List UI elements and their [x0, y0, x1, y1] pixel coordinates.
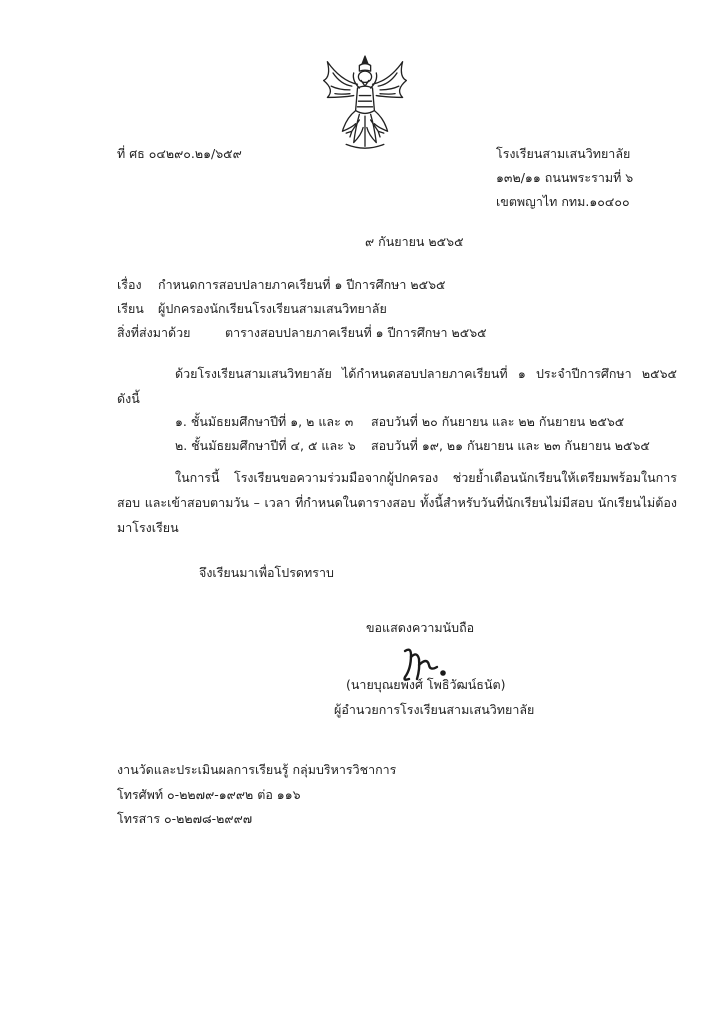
salutation: ขอแสดงความนับถือ [366, 620, 475, 635]
exam-item-1-dates: สอบวันที่ ๒๐ กันยายน และ ๒๒ กันยายน ๒๕๖๕ [371, 414, 625, 429]
signer-name: (นายบุณยพงศ์ โพธิวัฒน์ธนัต) [346, 677, 506, 692]
sender-address-line1: ๑๓๒/๑๑ ถนนพระรามที่ ๖ [496, 170, 634, 185]
closing-request: จึงเรียนมาเพื่อโปรดทราบ [199, 565, 334, 580]
footer-fax: โทรสาร ๐-๒๒๗๘-๒๙๙๗ [117, 811, 253, 826]
enclosure-label: สิ่งที่ส่งมาด้วย [117, 325, 191, 340]
reference-number: ที่ ศธ ๐๔๒๙๐.๒๑/๖๕๙ [117, 146, 242, 161]
exam-item-2-dates: สอบวันที่ ๑๙, ๒๑ กันยายน และ ๒๓ กันยายน ๒๕๖๕ [371, 438, 650, 453]
subject-text: กำหนดการสอบปลายภาคเรียนที่ ๑ ปีการศึกษา ๒๕๖๕ [158, 277, 446, 292]
recipient-label: เรียน [117, 301, 144, 316]
garuda-emblem-icon [318, 52, 412, 156]
exam-item-1-grade: ๑. ชั้นมัธยมศึกษาปีที่ ๑, ๒ และ ๓ [175, 414, 354, 429]
body-paragraph-2: ในการนี้ โรงเรียนขอความร่วมมือจากผู้ปกครอง ช่วยย้ำเตือนนักเรียนให้เตรียมพร้อมในการสอบ และเข้าสอบตามวัน – เวลา ที่กำหนดในตารางสอบ ทั้งนี้สำหรับวันที่นักเรียนไม่มีสอบ นักเรียนไม่ต้องมาโรงเรียน [117, 470, 677, 535]
body-paragraph-1: ด้วยโรงเรียนสามเสนวิทยาลัย ได้กำหนดสอบปลายภาคเรียนที่ ๑ ประจำปีการศึกษา ๒๕๖๕ ดังนี้ [117, 366, 677, 406]
sender-name: โรงเรียนสามเสนวิทยาลัย [496, 146, 631, 161]
enclosure-text: ตารางสอบปลายภาคเรียนที่ ๑ ปีการศึกษา ๒๕๖๕ [225, 325, 487, 340]
sender-address-line2: เขตพญาไท กทม.๑๐๔๐๐ [496, 194, 630, 209]
subject-label: เรื่อง [117, 277, 142, 292]
footer-department: งานวัดและประเมินผลการเรียนรู้ กลุ่มบริหารวิชาการ [117, 762, 397, 777]
letter-date: ๙ กันยายน ๒๕๖๕ [365, 234, 464, 249]
recipient-text: ผู้ปกครองนักเรียนโรงเรียนสามเสนวิทยาลัย [158, 301, 387, 316]
footer-phone: โทรศัพท์ ๐-๒๒๗๙-๑๙๙๒ ต่อ ๑๑๖ [117, 787, 301, 802]
exam-item-2-grade: ๒. ชั้นมัธยมศึกษาปีที่ ๔, ๕ และ ๖ [175, 438, 356, 453]
signer-title: ผู้อำนวยการโรงเรียนสามเสนวิทยาลัย [334, 702, 535, 717]
